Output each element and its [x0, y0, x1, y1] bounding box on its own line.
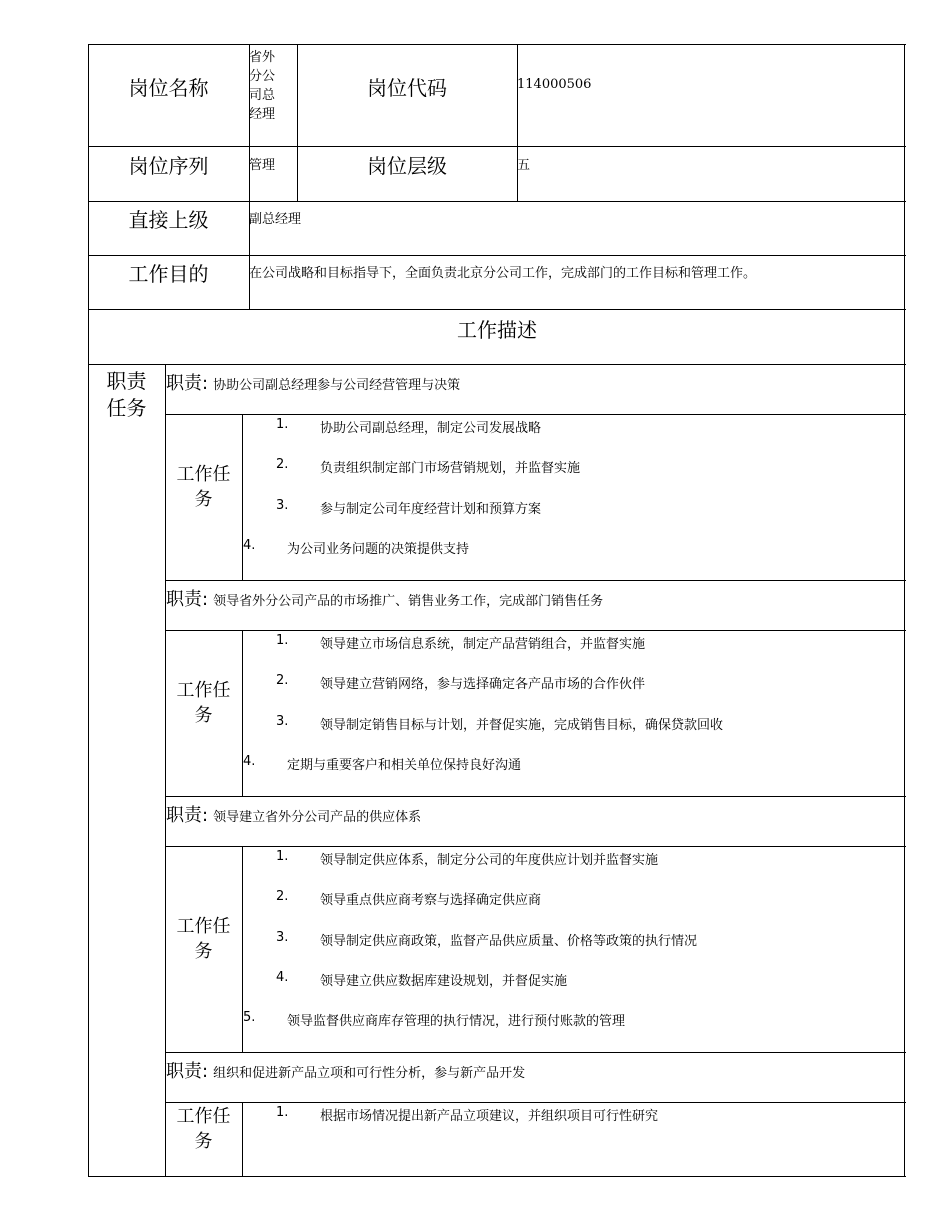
- task-label-line: 工作任: [176, 916, 231, 937]
- position-code-value: 114000506: [517, 77, 592, 92]
- superior-label: 直接上级: [128, 208, 209, 232]
- col-divider: [242, 1102, 243, 1177]
- task-text: 领导制定销售目标与计划，并督促实施，完成销售目标，确保贷款回收: [320, 718, 724, 733]
- task-text: 领导建立供应数据库建设规划，并督促实施: [320, 974, 568, 989]
- task-text: 负责组织制定部门市场营销规划，并监督实施: [320, 461, 581, 476]
- task-num: 4.: [243, 538, 256, 553]
- duty-side-label: [88, 368, 165, 422]
- task-num: 4.: [276, 970, 289, 985]
- duty-heading: [166, 801, 421, 827]
- task-text: 领导制定供应商政策，监督产品供应质量、价格等政策的执行情况: [320, 934, 698, 949]
- row-divider: [165, 580, 906, 581]
- row-divider: [165, 630, 906, 631]
- col-divider: [242, 630, 243, 797]
- purpose-label: 工作目的: [128, 262, 209, 286]
- border-bottom: [88, 1176, 906, 1177]
- duty-side-label-line: 任务: [106, 396, 147, 420]
- duty-prefix: 职责:: [166, 805, 209, 826]
- row-divider: [165, 796, 906, 797]
- level-value: 五: [517, 158, 531, 173]
- task-label-line: 工作任: [176, 464, 231, 485]
- task-text: 领导制定供应体系，制定分公司的年度供应计划并监督实施: [320, 853, 659, 868]
- task-text: 为公司业务问题的决策提供支持: [287, 542, 470, 557]
- section-title: 工作描述: [457, 318, 537, 342]
- task-text: 领导建立市场信息系统，制定产品营销组合，并监督实施: [320, 637, 646, 652]
- row-divider: [165, 414, 906, 415]
- duty-prefix: 职责:: [166, 1061, 209, 1082]
- task-num: 2.: [276, 673, 289, 688]
- task-num: 5.: [243, 1010, 256, 1025]
- task-label-line: 务: [194, 489, 213, 510]
- row-divider: [165, 1102, 906, 1103]
- duty-prefix: 职责:: [166, 373, 209, 394]
- task-label-line: 工作任: [176, 1106, 231, 1127]
- task-num: 1.: [276, 417, 289, 432]
- duty-text: 领导省外分公司产品的市场推广、销售业务工作，完成部门销售任务: [213, 594, 604, 609]
- job-description-table: [88, 44, 906, 1177]
- task-label-line: 务: [194, 941, 213, 962]
- task-label-line: 务: [194, 1131, 213, 1152]
- task-num: 1.: [276, 849, 289, 864]
- task-label: [165, 678, 242, 728]
- position-name-line: 经理: [249, 107, 276, 122]
- level-label: 岗位层级: [367, 154, 447, 178]
- superior-value: 副总经理: [249, 212, 302, 227]
- row-divider: [88, 309, 906, 310]
- task-text: 参与制定公司年度经营计划和预算方案: [320, 502, 542, 517]
- duty-text: 领导建立省外分公司产品的供应体系: [213, 810, 422, 825]
- position-name-label: 岗位名称: [128, 76, 209, 100]
- task-num: 3.: [276, 714, 289, 729]
- row-divider: [88, 364, 906, 365]
- task-text: 根据市场情况提出新产品立项建议，并组织项目可行性研究: [320, 1109, 659, 1124]
- purpose-value: 在公司战略和目标指导下，全面负责北京分公司工作，完成部门的工作目标和管理工作。: [249, 266, 757, 281]
- task-text: 领导重点供应商考察与选择确定供应商: [320, 893, 542, 908]
- duty-heading: [166, 369, 460, 395]
- row-divider: [88, 201, 906, 202]
- task-text: 领导监督供应商库存管理的执行情况，进行预付账款的管理: [287, 1014, 626, 1029]
- task-label: [165, 1104, 242, 1154]
- task-label: [165, 914, 242, 964]
- col-divider: [242, 414, 243, 581]
- task-num: 2.: [276, 457, 289, 472]
- task-num: 4.: [243, 754, 256, 769]
- row-divider: [88, 255, 906, 256]
- task-num: 3.: [276, 498, 289, 513]
- task-text: 定期与重要客户和相关单位保持良好沟通: [287, 758, 522, 773]
- task-num: 1.: [276, 1105, 289, 1120]
- row-divider: [165, 846, 906, 847]
- border-right: [904, 44, 905, 1177]
- sequence-value: 管理: [249, 158, 276, 173]
- border-top: [88, 44, 906, 45]
- position-code-label: 岗位代码: [367, 76, 447, 100]
- row-divider: [88, 146, 906, 147]
- task-text: 领导建立营销网络，参与选择确定各产品市场的合作伙伴: [320, 677, 646, 692]
- duty-side-label-line: 职责: [106, 369, 147, 393]
- position-name-line: 司总: [249, 88, 276, 103]
- position-name-value: [249, 48, 297, 124]
- position-name-line: 分公: [249, 69, 276, 84]
- task-num: 3.: [276, 930, 289, 945]
- col-divider: [517, 44, 518, 202]
- duty-heading: [166, 585, 603, 611]
- duty-text: 组织和促进新产品立项和可行性分析，参与新产品开发: [213, 1066, 526, 1081]
- task-label-line: 务: [194, 705, 213, 726]
- task-label-line: 工作任: [176, 680, 231, 701]
- task-num: 2.: [276, 889, 289, 904]
- sequence-label: 岗位序列: [128, 154, 209, 178]
- row-divider: [165, 1052, 906, 1053]
- duty-prefix: 职责:: [166, 589, 209, 610]
- task-num: 1.: [276, 633, 289, 648]
- duty-heading: [166, 1057, 525, 1083]
- task-label: [165, 462, 242, 512]
- position-name-line: 省外: [249, 50, 276, 65]
- task-text: 协助公司副总经理，制定公司发展战略: [320, 421, 542, 436]
- duty-text: 协助公司副总经理参与公司经营管理与决策: [213, 378, 461, 393]
